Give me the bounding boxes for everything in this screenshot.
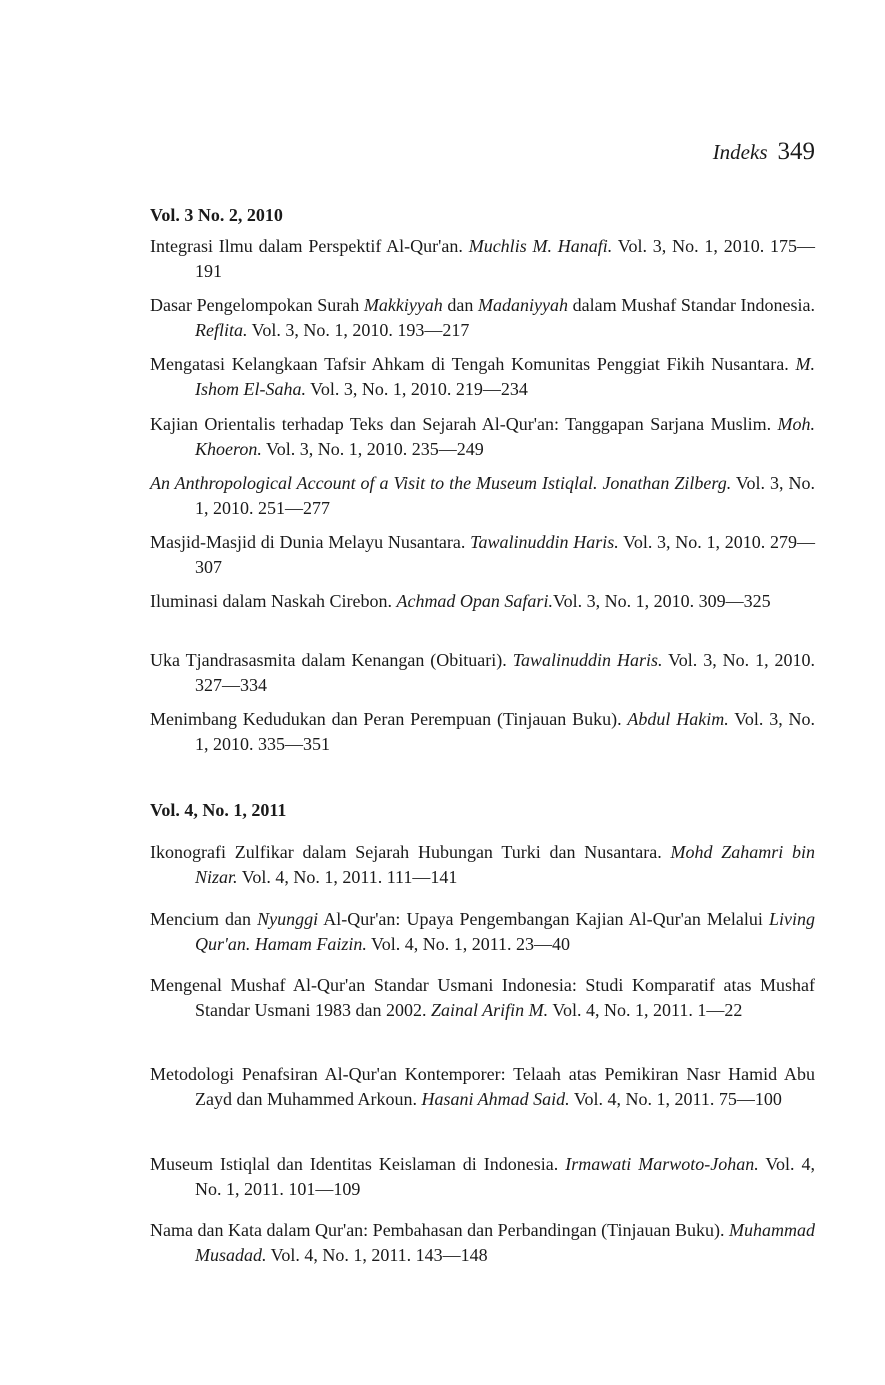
entry-author: Tawalinuddin Haris.	[470, 532, 619, 552]
index-entry: Ikonografi Zulfikar dalam Sejarah Hubungan Turki dan Nusantara. Mohd Zahamri bin Nizar. Vol. 4, No. 1, 2011. 111—141	[150, 842, 815, 887]
entry-author: Abdul Hakim.	[627, 709, 729, 729]
page-number: 349	[777, 138, 815, 165]
entry-author: Mohd Zahamri bin Nizar.	[195, 842, 815, 887]
entry-author: Jonathan Zilberg.	[602, 473, 732, 493]
index-entry: Dasar Pengelompokan Surah Makkiyyah dan Madaniyyah dalam Mushaf Standar Indonesia. Reflita. Vol. 3, No. 1, 2010. 193—217	[150, 295, 815, 340]
index-entry: Integrasi Ilmu dalam Perspektif Al-Qur'an. Muchlis M. Hanafi. Vol. 3, No. 1, 2010. 175—191	[150, 236, 815, 281]
index-entry: Mengenal Mushaf Al-Qur'an Standar Usmani Indonesia: Studi Komparatif atas Mushaf Standar Usmani 1983 dan 2002. Zainal Arifin M. Vol. 4, No. 1, 2011. 1—22	[150, 975, 815, 1020]
entry-author: M. Ishom El-Saha.	[195, 354, 815, 399]
section-heading: Vol. 4, No. 1, 2011	[150, 800, 287, 820]
entry-author: Muhammad Musadad.	[195, 1220, 815, 1265]
index-entry: Nama dan Kata dalam Qur'an: Pembahasan dan Perbandingan (Tinjauan Buku). Muhammad Musadad. Vol. 4, No. 1, 2011. 143—148	[150, 1220, 815, 1265]
index-entry: Mengatasi Kelangkaan Tafsir Ahkam di Tengah Komunitas Penggiat Fikih Nusantara. M. Ishom El-Saha. Vol. 3, No. 1, 2010. 219—234	[150, 354, 815, 399]
entry-author: Hasani Ahmad Said.	[421, 1088, 570, 1109]
index-entry: Menimbang Kedudukan dan Peran Perempuan (Tinjauan Buku). Abdul Hakim. Vol. 3, No. 1, 2010. 335—351	[150, 709, 816, 754]
index-entry: Museum Istiqlal dan Identitas Keislaman di Indonesia. Irmawati Marwoto-Johan. Vol. 4, No. 1, 2011. 101—109	[150, 1154, 816, 1199]
entry-author: Tawalinuddin Haris.	[512, 650, 663, 670]
entry-author: Reflita.	[195, 319, 248, 340]
entry-author: Zainal Arifin M.	[430, 999, 549, 1020]
index-entry: Metodologi Penafsiran Al-Qur'an Kontemporer: Telaah atas Pemikiran Nasr Hamid Abu Zayd dan Muhammed Arkoun. Hasani Ahmad Said. Vol. 4, No. 1, 2011. 75—100	[150, 1064, 815, 1109]
section-heading: Vol. 3 No. 2, 2010	[150, 205, 283, 225]
index-entry: Uka Tjandrasasmita dalam Kenangan (Obituari). Tawalinuddin Haris. Vol. 3, No. 1, 2010. 327—334	[150, 650, 815, 695]
header-label: Indeks	[712, 140, 768, 164]
index-entry: Mencium dan Nyunggi Al-Qur'an: Upaya Pengembangan Kajian Al-Qur'an Melalui Living Qur'an. Hamam Faizin. Vol. 4, No. 1, 2011. 23—40	[150, 909, 815, 954]
entry-author: Irmawati Marwoto-Johan.	[565, 1154, 759, 1174]
index-entry: Kajian Orientalis terhadap Teks dan Sejarah Al-Qur'an: Tanggapan Sarjana Muslim. Moh. Khoeron. Vol. 3, No. 1, 2010. 235—249	[150, 414, 815, 459]
entry-author: Hamam Faizin.	[254, 933, 367, 954]
running-header	[713, 137, 815, 167]
entry-author: Moh. Khoeron.	[195, 414, 815, 459]
entry-title: An Anthropological Account of a Visit to the Museum Istiqlal.	[150, 473, 603, 493]
index-entry: An Anthropological Account of a Visit to the Museum Istiqlal. Jonathan Zilberg. Vol. 3, No. 1, 2010. 251—277	[150, 473, 815, 518]
index-entry: Iluminasi dalam Naskah Cirebon. Achmad Opan Safari.Vol. 3, No. 1, 2010. 309—325	[150, 591, 771, 611]
index-entry: Masjid-Masjid di Dunia Melayu Nusantara. Tawalinuddin Haris. Vol. 3, No. 1, 2010. 279—307	[150, 532, 815, 577]
entry-author: Muchlis M. Hanafi.	[468, 236, 613, 256]
entry-author: Achmad Opan Safari.	[396, 591, 553, 611]
